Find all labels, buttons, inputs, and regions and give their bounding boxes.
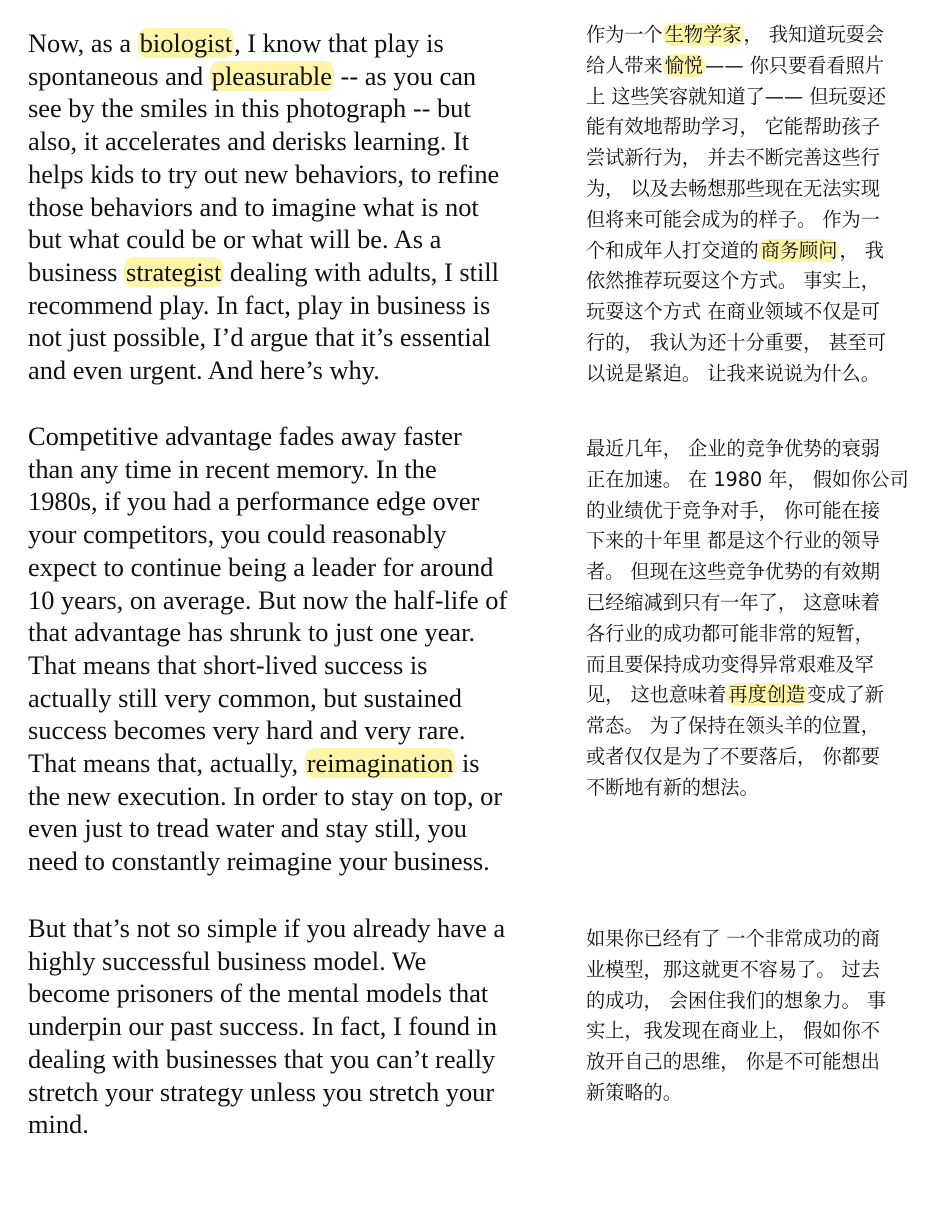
text-segment: 玩耍这个方式 在商业领域不仅是可 bbox=[586, 300, 880, 324]
text-segment: is bbox=[455, 748, 480, 779]
text-segment: 各行业的成功都可能非常的短暂， bbox=[586, 621, 874, 645]
text-line bbox=[28, 551, 558, 584]
text-line bbox=[586, 266, 936, 297]
highlighted-term: reimagination bbox=[306, 748, 454, 779]
text-segment: 正在加速。 在 1980 年， 假如你公司 bbox=[586, 467, 909, 491]
text-line bbox=[28, 518, 558, 551]
text-segment: actually still very common, but sustained bbox=[28, 682, 462, 713]
text-segment: That means that, actually, bbox=[28, 748, 305, 779]
highlighted-term: biologist bbox=[139, 28, 233, 58]
text-segment: dealing with adults, I still bbox=[223, 256, 499, 287]
highlighted-term: 愉悦 bbox=[664, 53, 704, 77]
text-segment: even just to tread water and stay still, you bbox=[28, 813, 468, 844]
text-segment: Now, as a bbox=[28, 28, 138, 58]
text-line bbox=[586, 619, 936, 650]
text-segment: but what could be or what will be. As a bbox=[28, 224, 442, 255]
text-line bbox=[28, 584, 558, 617]
text-segment: 而且要保持成功变得异常艰难及罕 bbox=[586, 652, 874, 676]
text-line bbox=[586, 1078, 936, 1109]
text-segment: spontaneous and bbox=[28, 60, 210, 91]
text-segment: 上 这些笑容就知道了—— 但玩耍还 bbox=[586, 84, 887, 108]
text-line bbox=[28, 289, 558, 322]
text-segment: 依然推荐玩耍这个方式。 事实上， bbox=[586, 269, 880, 293]
text-segment: -- as you can bbox=[333, 60, 477, 91]
text-line bbox=[586, 434, 936, 465]
text-segment: 常态。 为了保持在领头羊的位置， bbox=[586, 714, 880, 738]
text-line bbox=[28, 945, 558, 978]
text-segment: and even urgent. And here’s why. bbox=[28, 355, 380, 386]
chinese-paragraph-1 bbox=[586, 20, 936, 390]
english-paragraph-3 bbox=[28, 912, 558, 1141]
text-line bbox=[586, 143, 936, 174]
text-segment: Competitive advantage fades away faster bbox=[28, 421, 462, 451]
text-segment: 放开自己的思维， 你是不可能想出 bbox=[586, 1050, 880, 1074]
text-line bbox=[586, 359, 936, 390]
text-line bbox=[28, 977, 558, 1010]
text-segment: highly successful business model. We bbox=[28, 945, 427, 976]
text-segment: That means that short-lived success is bbox=[28, 649, 428, 680]
text-segment: 或者仅仅是为了不要落后， 你都要 bbox=[586, 744, 880, 768]
text-segment: the new execution. In order to stay on top, or bbox=[28, 780, 503, 811]
text-line bbox=[586, 465, 936, 496]
text-line bbox=[28, 485, 558, 518]
text-line bbox=[586, 773, 936, 804]
text-segment: ， 我 bbox=[839, 238, 884, 262]
text-line bbox=[586, 496, 936, 527]
text-segment: expect to continue being a leader for around bbox=[28, 551, 494, 582]
text-line bbox=[28, 780, 558, 813]
text-line bbox=[28, 714, 558, 747]
text-line bbox=[586, 742, 936, 773]
highlighted-term: 生物学家 bbox=[664, 23, 742, 46]
text-line bbox=[586, 328, 936, 359]
text-line bbox=[28, 158, 558, 191]
text-line bbox=[586, 297, 936, 328]
text-line bbox=[28, 92, 558, 125]
highlighted-term: strategist bbox=[126, 256, 222, 287]
text-segment: dealing with businesses that you can’t really bbox=[28, 1043, 496, 1074]
text-line bbox=[28, 354, 558, 387]
text-segment: 见， 这也意味着 bbox=[586, 683, 727, 707]
text-line bbox=[28, 616, 558, 649]
text-segment: helps kids to try out new behaviors, to refine bbox=[28, 158, 500, 189]
english-paragraph-1 bbox=[28, 27, 558, 387]
text-line bbox=[586, 1016, 936, 1047]
text-segment: 尝试新行为， 并去不断完善这些行 bbox=[586, 146, 880, 170]
text-segment: 作为一个 bbox=[586, 23, 663, 46]
text-segment: 实上，我发现在商业上， 假如你不 bbox=[586, 1019, 880, 1043]
text-segment: 业模型，那这就更不容易了。 过去 bbox=[586, 957, 880, 981]
text-line bbox=[28, 223, 558, 256]
text-line bbox=[28, 60, 558, 93]
text-line bbox=[28, 912, 558, 945]
highlighted-term: pleasurable bbox=[211, 60, 332, 91]
text-line bbox=[586, 924, 936, 955]
text-line bbox=[586, 1047, 936, 1078]
text-line bbox=[586, 236, 936, 267]
text-segment: 以说是紧迫。 让我来说说为什么。 bbox=[586, 361, 880, 385]
text-line bbox=[28, 1076, 558, 1109]
text-segment: need to constantly reimagine your business. bbox=[28, 846, 490, 877]
text-line bbox=[586, 526, 936, 557]
text-line bbox=[28, 649, 558, 682]
text-segment: than any time in recent memory. In the bbox=[28, 453, 437, 484]
text-line bbox=[28, 125, 558, 158]
text-segment: 已经缩减到只有一年了， 这意味着 bbox=[586, 590, 880, 614]
text-segment: underpin our past success. In fact, I found in bbox=[28, 1011, 498, 1042]
text-segment: 如果你已经有了 一个非常成功的商 bbox=[586, 927, 880, 950]
text-line bbox=[28, 747, 558, 780]
text-line bbox=[28, 1043, 558, 1076]
highlighted-term: 再度创造 bbox=[728, 683, 806, 707]
text-segment: 新策略的。 bbox=[586, 1080, 682, 1104]
chinese-paragraph-2 bbox=[586, 434, 936, 804]
text-segment: recommend play. In fact, play in business is bbox=[28, 289, 491, 320]
text-segment: success becomes very hard and very rare. bbox=[28, 715, 466, 746]
text-line bbox=[586, 680, 936, 711]
text-segment: 行的， 我认为还十分重要， 甚至可 bbox=[586, 330, 887, 354]
text-segment: that advantage has shrunk to just one year. bbox=[28, 617, 476, 648]
text-line bbox=[586, 711, 936, 742]
text-line bbox=[28, 256, 558, 289]
english-paragraph-2 bbox=[28, 420, 558, 878]
text-line bbox=[586, 557, 936, 588]
text-line bbox=[586, 174, 936, 205]
text-segment: 1980s, if you had a performance edge over bbox=[28, 486, 480, 517]
text-segment: But that’s not so simple if you already have a bbox=[28, 913, 506, 943]
text-segment: not just possible, I’d argue that it’s essential bbox=[28, 322, 491, 353]
text-line bbox=[28, 682, 558, 715]
text-line bbox=[28, 321, 558, 354]
text-segment: , I know that play is bbox=[234, 28, 444, 58]
text-segment: 的成功， 会困住我们的想象力。 事 bbox=[586, 988, 887, 1012]
text-segment: ， 我知道玩耍会 bbox=[743, 23, 884, 46]
text-line bbox=[586, 650, 936, 681]
text-segment: 但将来可能会成为的样子。 作为一 bbox=[586, 207, 880, 231]
text-segment: stretch your strategy unless you stretch your bbox=[28, 1076, 495, 1107]
text-line bbox=[28, 453, 558, 486]
text-line bbox=[586, 112, 936, 143]
text-segment: your competitors, you could reasonably bbox=[28, 519, 447, 550]
text-line bbox=[28, 1010, 558, 1043]
text-segment: 能有效地帮助学习， 它能帮助孩子 bbox=[586, 115, 880, 139]
text-segment: 10 years, on average. But now the half-life of bbox=[28, 584, 508, 615]
text-segment: also, it accelerates and derisks learning. It bbox=[28, 126, 470, 157]
text-segment: those behaviors and to imagine what is not bbox=[28, 191, 479, 222]
text-line bbox=[28, 1108, 558, 1141]
text-line bbox=[586, 986, 936, 1017]
highlighted-term: 商务顾问 bbox=[760, 238, 838, 262]
text-segment: 者。 但现在这些竞争优势的有效期 bbox=[586, 560, 880, 584]
text-line bbox=[28, 812, 558, 845]
text-line bbox=[586, 588, 936, 619]
text-segment: 不断地有新的想法。 bbox=[586, 775, 759, 799]
chinese-paragraph-3 bbox=[586, 924, 936, 1109]
text-segment: see by the smiles in this photograph -- but bbox=[28, 93, 471, 124]
text-segment: 最近几年， 企业的竞争优势的衰弱 bbox=[586, 437, 880, 460]
text-line bbox=[28, 420, 558, 453]
text-line bbox=[28, 27, 558, 60]
text-line bbox=[586, 955, 936, 986]
text-line bbox=[586, 20, 936, 51]
text-line bbox=[28, 191, 558, 224]
text-segment: 的业绩优于竞争对手， 你可能在接 bbox=[586, 498, 880, 522]
text-segment: 变成了新 bbox=[807, 683, 884, 707]
text-segment: 个和成年人打交道的 bbox=[586, 238, 759, 262]
text-segment: —— 你只要看看照片 bbox=[705, 53, 884, 77]
text-line bbox=[586, 205, 936, 236]
text-line bbox=[586, 51, 936, 82]
text-segment: 下来的十年里 都是这个行业的领导 bbox=[586, 529, 880, 553]
text-segment: 为， 以及去畅想那些现在无法实现 bbox=[586, 176, 880, 200]
text-segment: 给人带来 bbox=[586, 53, 663, 77]
text-segment: business bbox=[28, 256, 125, 287]
text-line bbox=[28, 845, 558, 878]
text-line bbox=[586, 82, 936, 113]
text-segment: become prisoners of the mental models that bbox=[28, 978, 489, 1009]
text-segment: mind. bbox=[28, 1109, 89, 1140]
